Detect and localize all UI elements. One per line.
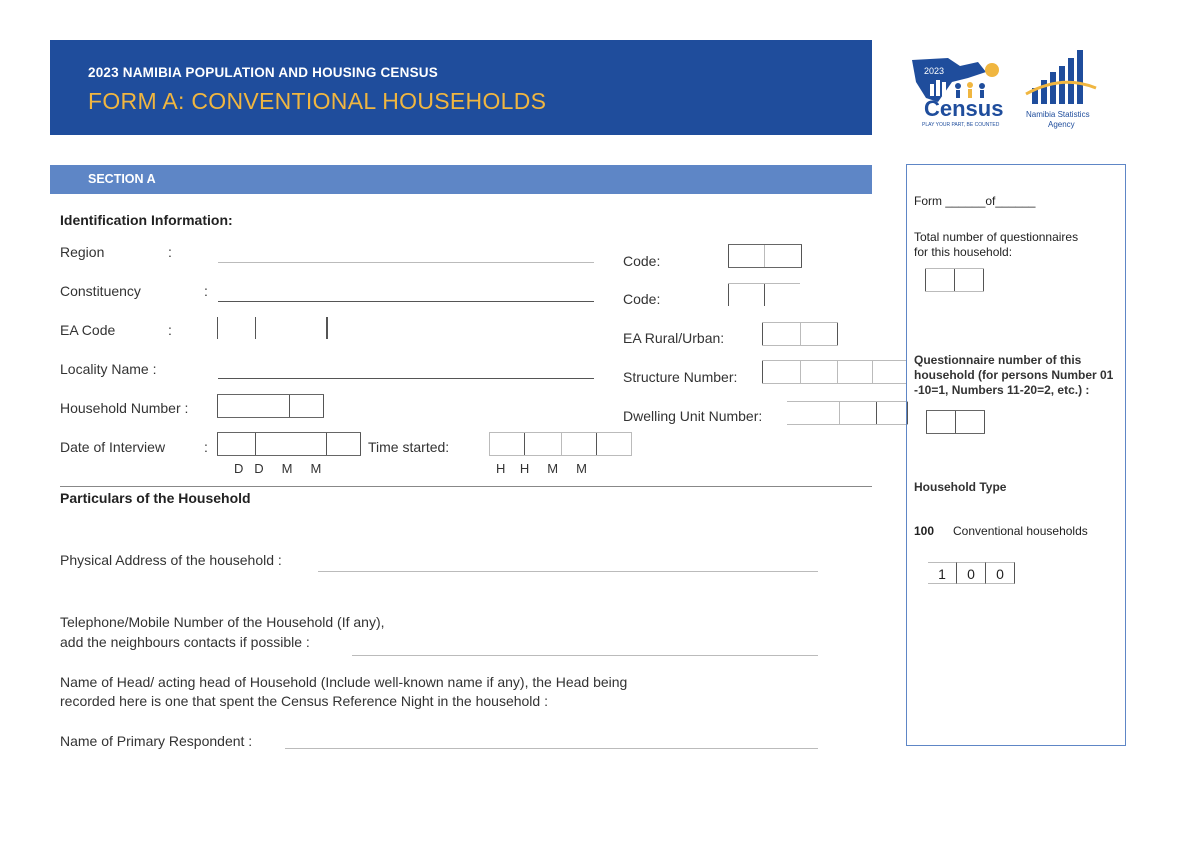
- telephone-field[interactable]: [352, 655, 818, 656]
- questionnaire-number-line3: -10=1, Numbers 11-20=2, etc.) :: [914, 383, 1090, 397]
- household-type-code-boxes[interactable]: [928, 562, 1015, 584]
- particulars-heading: Particulars of the Household: [60, 490, 251, 506]
- telephone-label-line1: Telephone/Mobile Number of the Household (If any),: [60, 614, 385, 630]
- locality-label: Locality Name :: [60, 361, 157, 377]
- total-questionnaires-boxes[interactable]: [925, 268, 984, 292]
- dwelling-unit-number-label: Dwelling Unit Number:: [623, 408, 763, 424]
- time-format-hint: H H M M: [496, 461, 587, 476]
- total-questionnaires-line2: for this household:: [914, 245, 1013, 259]
- date-of-interview-boxes[interactable]: [217, 432, 361, 456]
- constituency-field[interactable]: [218, 301, 594, 302]
- region-field[interactable]: [218, 262, 594, 263]
- date-format-hint: D D M M: [234, 461, 322, 476]
- constituency-code-label: Code:: [623, 291, 661, 307]
- constituency-label: Constituency: [60, 283, 141, 299]
- census-word: Census: [924, 96, 1004, 121]
- region-code-boxes[interactable]: [728, 244, 802, 268]
- nsa-name-line2: Agency: [1048, 120, 1075, 129]
- questionnaire-number-boxes[interactable]: [926, 410, 985, 434]
- dwelling-unit-number-boxes[interactable]: [787, 401, 908, 425]
- form-title: FORM A: CONVENTIONAL HOUSEHOLDS: [88, 88, 547, 114]
- census-subtitle: 2023 NAMIBIA POPULATION AND HOUSING CENSUS: [88, 65, 438, 80]
- telephone-label-line2: add the neighbours contacts if possible :: [60, 634, 310, 650]
- structure-number-boxes[interactable]: [762, 360, 907, 384]
- region-code-label: Code:: [623, 253, 661, 269]
- nsa-logo: [1022, 44, 1102, 136]
- household-number-boxes[interactable]: [217, 394, 324, 418]
- code-digit: 0: [956, 562, 985, 584]
- constituency-code-boxes[interactable]: [728, 284, 801, 306]
- primary-respondent-label: Name of Primary Respondent :: [60, 733, 253, 749]
- ea-code-label: EA Code: [60, 322, 116, 338]
- date-colon: :: [204, 439, 208, 455]
- head-label-line1: Name of Head/ acting head of Household (Include well-known name if any), the Head being: [60, 674, 628, 690]
- household-number-label: Household Number :: [60, 400, 189, 416]
- head-label-line2: recorded here is one that spent the Census Reference Night in the household :: [60, 693, 548, 709]
- locality-field[interactable]: [218, 378, 594, 379]
- code-digit: 0: [985, 562, 1015, 584]
- structure-number-label: Structure Number:: [623, 369, 738, 385]
- census-logo: [908, 52, 1016, 132]
- household-type-label: Conventional households: [953, 524, 1088, 538]
- region-label: Region: [60, 244, 105, 260]
- primary-respondent-field[interactable]: [285, 748, 818, 749]
- physical-address-field[interactable]: [318, 571, 818, 572]
- date-of-interview-label: Date of Interview: [60, 439, 166, 455]
- total-questionnaires-line1: Total number of questionnaires: [914, 230, 1079, 244]
- ea-rural-urban-boxes[interactable]: [762, 322, 838, 346]
- section-divider: [60, 486, 872, 487]
- ea-code-boxes[interactable]: [217, 317, 328, 339]
- census-year: 2023: [924, 66, 945, 76]
- section-bar: [50, 165, 872, 194]
- household-type-code: 100: [914, 524, 935, 538]
- ea-rural-urban-label: EA Rural/Urban:: [623, 330, 725, 346]
- constituency-colon: :: [204, 283, 208, 299]
- nsa-name-line1: Namibia Statistics: [1026, 110, 1090, 119]
- section-label: SECTION A: [88, 172, 156, 186]
- nsa-logo-graphic: [1022, 44, 1102, 110]
- time-started-boxes[interactable]: [489, 432, 632, 456]
- identification-heading: Identification Information:: [60, 212, 233, 228]
- questionnaire-number-line2: household (for persons Number 01: [914, 368, 1114, 382]
- questionnaire-number-line1: Questionnaire number of this: [914, 353, 1082, 367]
- code-digit: 1: [928, 562, 956, 584]
- region-colon: :: [168, 244, 172, 260]
- constituency-code-topline: [728, 283, 800, 284]
- ea-code-colon: :: [168, 322, 172, 338]
- form-of-label: Form ______of______: [914, 194, 1036, 208]
- physical-address-label: Physical Address of the household :: [60, 552, 282, 568]
- time-started-label: Time started:: [368, 439, 450, 455]
- household-type-heading: Household Type: [914, 480, 1007, 494]
- census-tagline: PLAY YOUR PART, BE COUNTED: [922, 122, 1000, 128]
